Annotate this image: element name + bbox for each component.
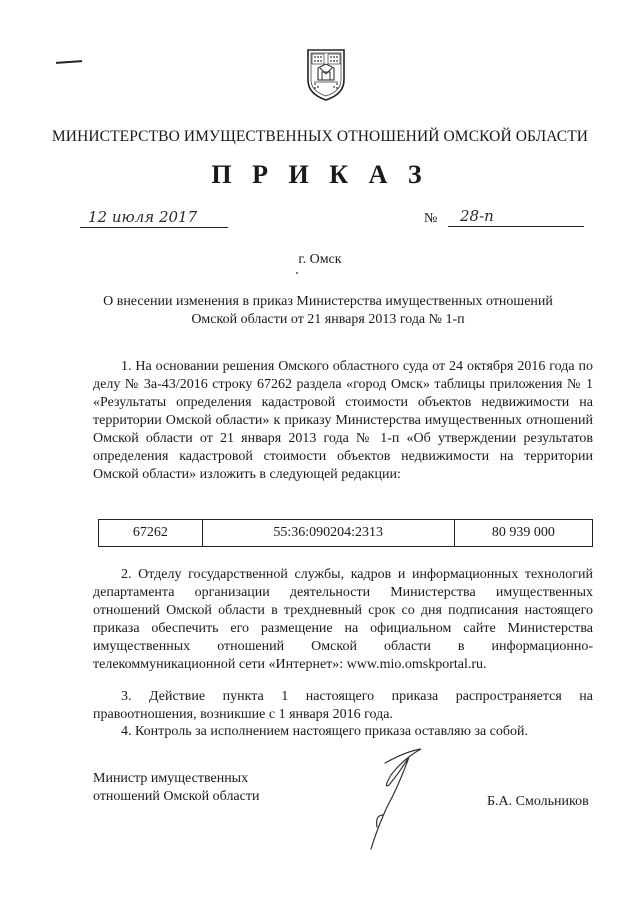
signer-position-line-1: Министр имущественных bbox=[93, 771, 249, 786]
paragraph-1: 1. На основании решения Омского областного суда от 24 октября 2016 года по делу № 3а-43/2016 строку 67262 раздела «город Омск» таблицы приложения № 1 «Результаты определения кадастровой стоимости объектов недвижимости на территории Омской области» к приказу Министерства имущественных отношений Омской области от 21 января 2013 года № 1-п «Об утверждении результатов определения кадастровой стоимости объектов недвижимости на территории Омской области» изложить в следующей редакции: bbox=[93, 359, 593, 482]
signer-name: Б.А. Смольников bbox=[487, 794, 589, 809]
paragraph-3: 3. Действие пункта 1 настоящего приказа распространяется на правоотношения, возникшие с 1 января 2016 года. bbox=[93, 689, 593, 722]
number-sign: № bbox=[424, 211, 438, 226]
signer-position-line-2: отношений Омской области bbox=[93, 789, 260, 804]
signer-position bbox=[93, 770, 259, 806]
date-handwritten: 12 июля 2017 bbox=[88, 208, 198, 226]
number-line bbox=[448, 204, 584, 227]
number-handwritten: 28-п bbox=[460, 207, 494, 225]
table-cell-cadastral-number: 55:36:090204:2313 bbox=[202, 520, 454, 547]
city: г. Омск bbox=[298, 252, 342, 267]
paragraph-4: 4. Контроль за исполнением настоящего приказа оставляю за собой. bbox=[121, 724, 529, 739]
document-title: П Р И К А З bbox=[211, 160, 429, 189]
table-row bbox=[99, 520, 593, 547]
subject-heading: О внесении изменения в приказ Министерства имущественных отношений Омской области от 21 января 2013 года № 1-п bbox=[103, 294, 553, 327]
handwritten-signature bbox=[355, 745, 465, 855]
speck-mark bbox=[296, 272, 298, 274]
date-field bbox=[80, 205, 228, 228]
coat-of-arms-emblem bbox=[304, 46, 348, 102]
dash-mark bbox=[56, 60, 82, 64]
table-cell-cadastral-value: 80 939 000 bbox=[454, 520, 592, 547]
table-cell-row-number: 67262 bbox=[99, 520, 203, 547]
number-field bbox=[424, 205, 584, 227]
paragraph-2: 2. Отделу государственной службы, кадров и информационных технологий департамента организации деятельности Министерства имущественных отношений Омской области в трехдневный срок со дня подписания настоящего приказа обеспечить его размещение на официальном сайте Министерства имущественных отношений Омской области в информационно-телекоммуникационной сети «Интернет»: www.mio.omskportal.ru. bbox=[93, 567, 593, 672]
cadastral-table bbox=[98, 519, 593, 547]
ministry-name: МИНИСТЕРСТВО ИМУЩЕСТВЕННЫХ ОТНОШЕНИЙ ОМСКОЙ ОБЛАСТИ bbox=[51, 128, 589, 145]
